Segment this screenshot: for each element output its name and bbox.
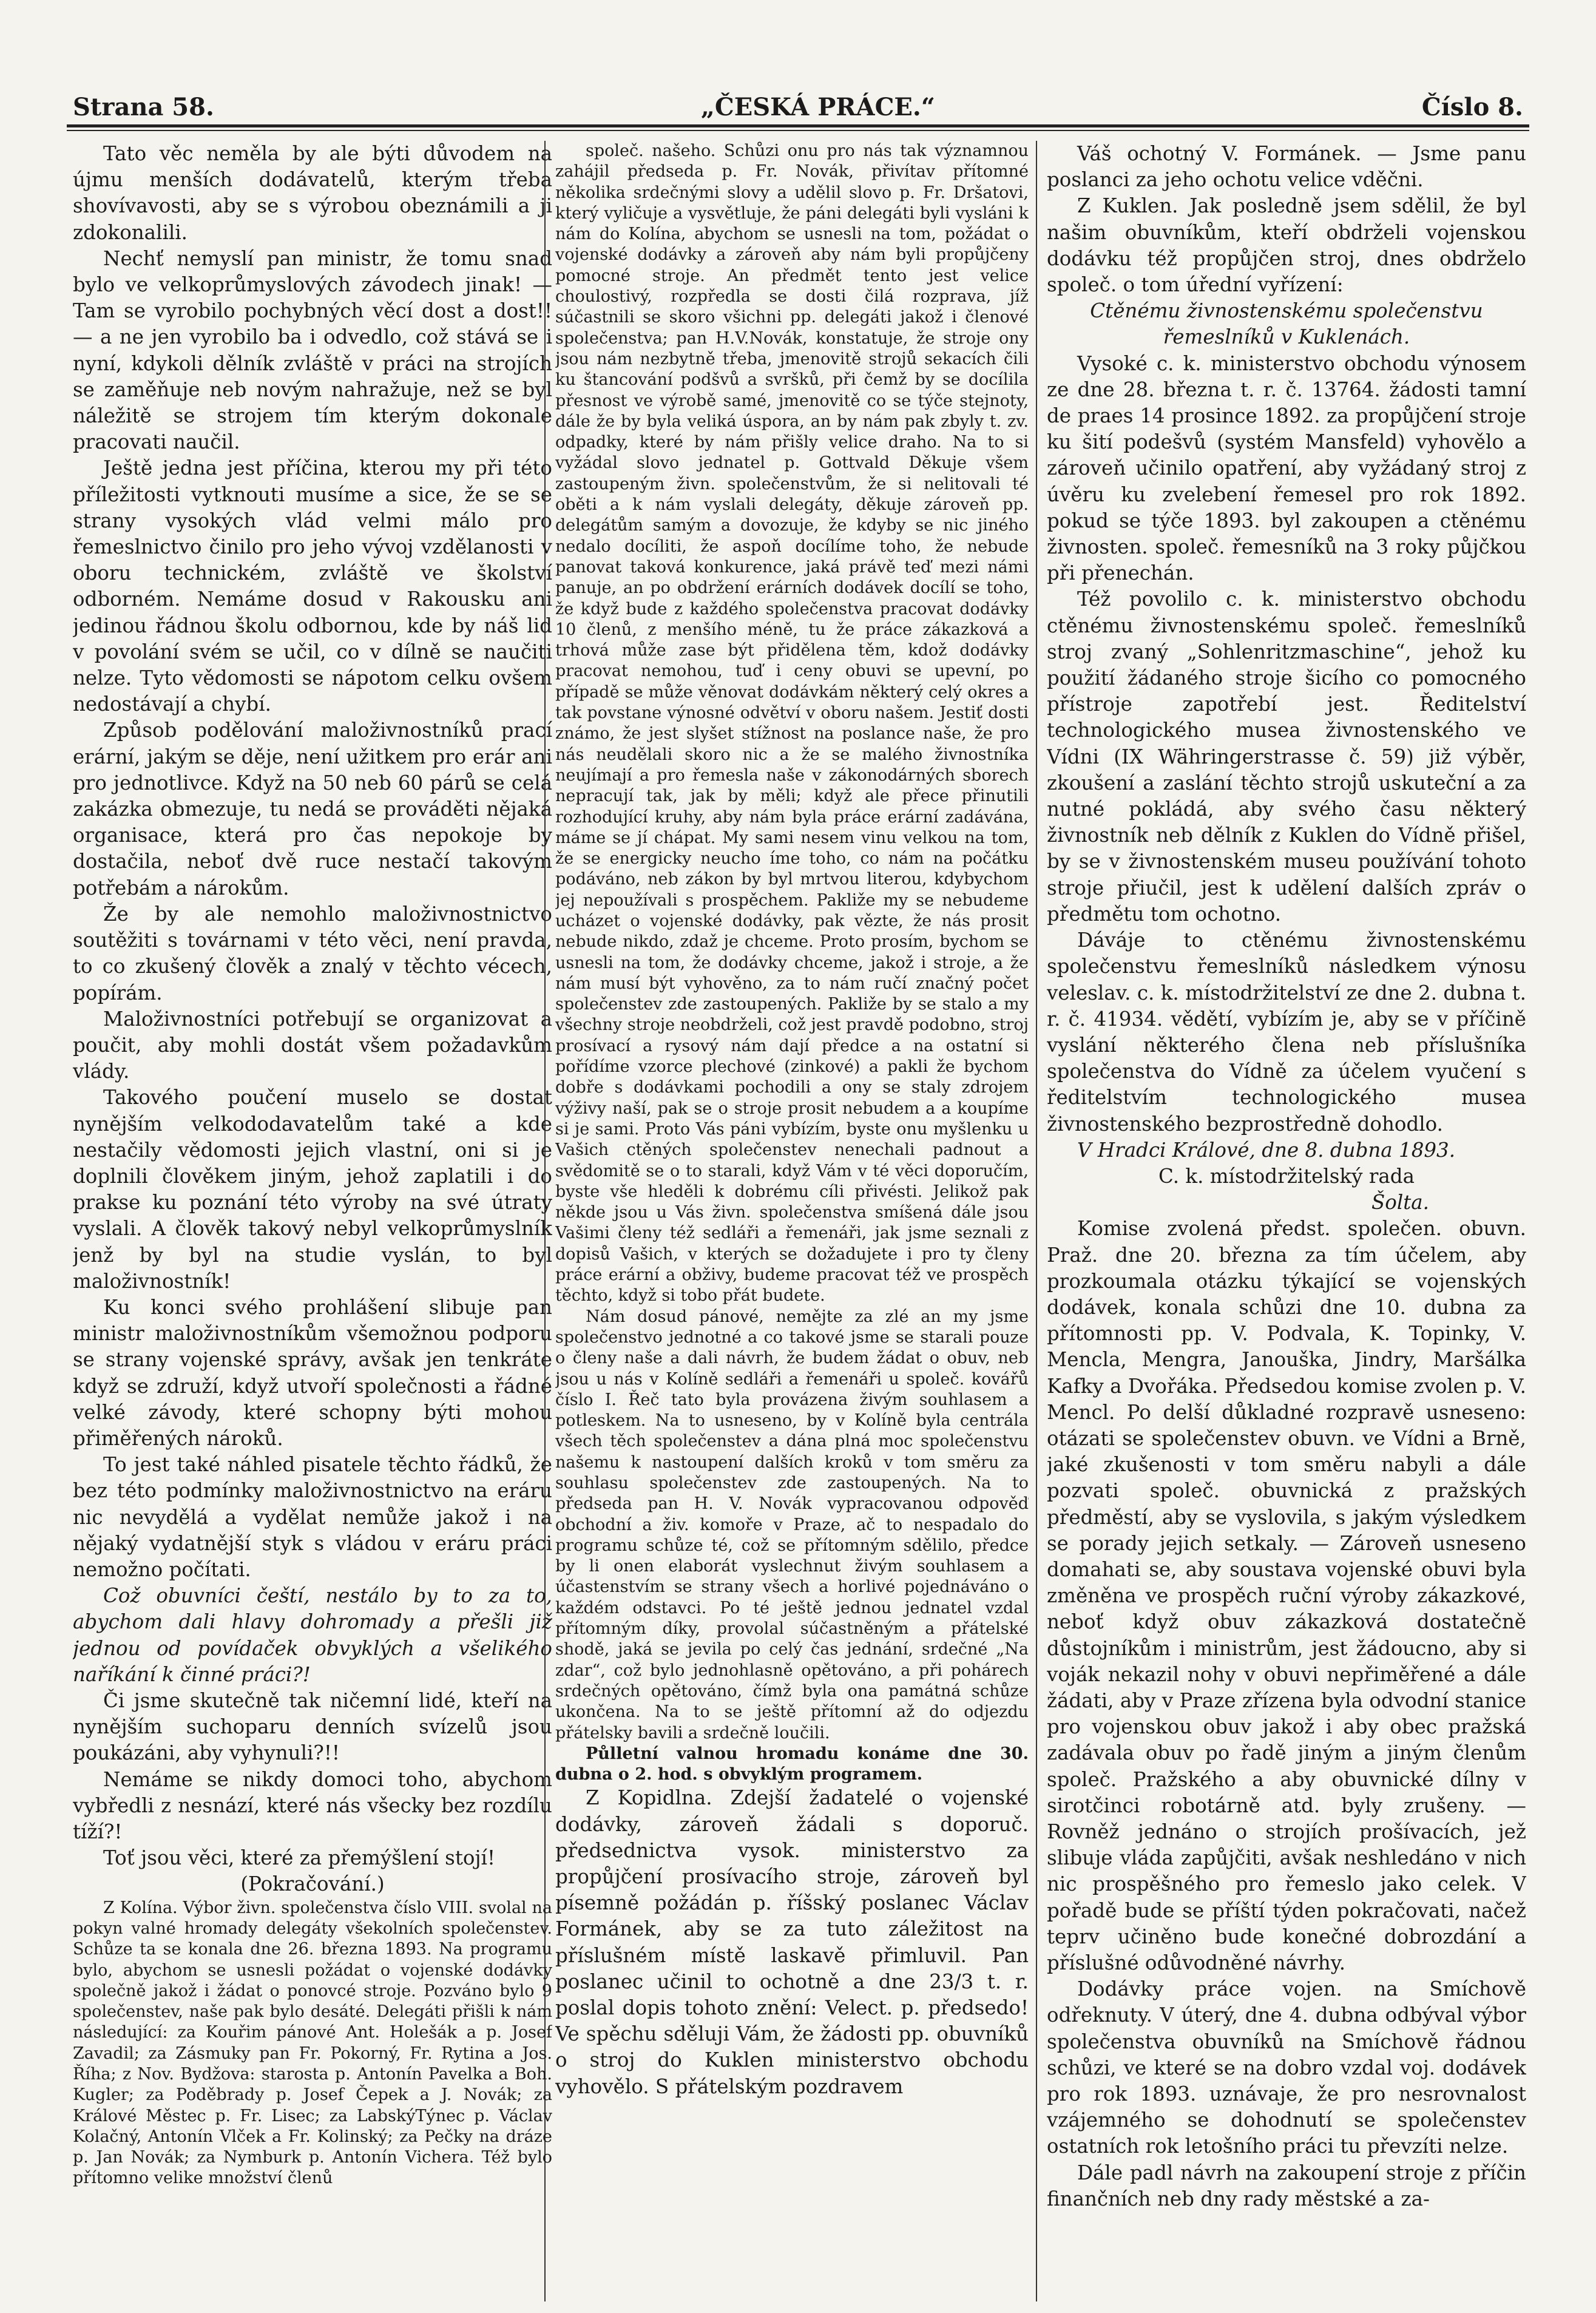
paragraph: Též povolilo c. k. ministerstvo obchodu ctěnému živnostenskému společ. řemeslníků stroj zvaný „Sohlenritzmaschine“, jehož ku použití žádaného stroje šicího co pomocného přístroje zapotřebí jest. Ředitelství technologického musea živnostenského ve Vídni (IX Währingerstrasse č. 59) již výběr, zkoušení a zaslání těchto strojů uskuteční a za nutné pokládá, aby svého času některý živnostník neb dělník z Kuklen do Vídně přišel, by se v živnostenském museu používání tohoto stroje přiučil, jest k udělení dalších zpráv o předmětu tom ochotno. <box>1047 588 1526 926</box>
report-smichov: Dodávky práce vojen. na Smíchově odřeknuty. V úterý, dne 4. dubna odbýval výbor společenstva obuvníků na Smíchově řádnou schůzi, ve které se na dobro vzdal voj. dodávek pro rok 1893. uznávaje, že pro nesrovnalost vzájemného se dohodnutí se společenstev ostatních rok letošního práci tu převzíti nelze. <box>1047 1977 1526 2158</box>
paragraph: společ. našeho. Schůzi onu pro nás tak významnou zahájil předseda p. Fr. Novák, přivítav přítomné několika srdečnými slovy a udělil slovo p. Fr. Dršatovi, který vyličuje a vysvětluje, že páni delegáti byli vysláni k nám do Kolína, abychom se usnesli na tom, požádat o vojenské dodávky a zároveň aby nám byli propůjčeny pomocné stroje. An předmět tento jest velice choulostivý, rozpředla se dosti čilá rozprava, jíž súčastnili se skoro všichni pp. delegáti jakož i členové společenstva; pan H.V.Novák, konstatuje, že stroje ony jsou nám nezbytně třeba, jmenovitě strojů sekacích čili ku štancování podšvů a svršků, při čemž by se docílila přesnost ve výrobě samé, jmenovitě co se týče stejnoty, dále že by byla veliká úspora, an by nám pak zbyly t. zv. odpadky, které by nám přišly velice draho. Na to si vyžádal slovo jednatel p. Gottvald Děkuje všem zastoupeným živn. společenstvům, že si nelitovali té oběti a k nám vyslali delegáty, děkuje zároveň pp. delegátům samým a dovozuje, že kdyby se nic jiného nedalo docíliti, že aspoň docílíme toho, že nebude panovat taková konkurence, jaká právě teď mezi námi panuje, an po obdržení erárních dodávek docílí se toho, že když bude z každého společenstva pracovat dodávky 10 členů, z menšího méně, tu že práce zákazková a trhová může zase být přidělena těm, kdož dodávky pracovat nemohou, tuď i ceny obuvi se upevní, po případě se může věnovat dodávkám některý celý okres a tak povstane výnosné odvětví v oboru našem. Jestiť dosti známo, že jest slyšet stížnost na poslance naše, že pro nás neudělali skoro nic a že se malého živnostníka neujímají a pro řemesla naše v zákonodárných sborech nepracují tak, jak by měli; když ale přece přinutili rozhodující kruhy, aby nám byla práce erární zadávána, máme se jí chápat. My sami nesem vinu velkou na tom, že se energicky neucho íme toho, co nám na počátku podáváno, neb zákon by byl mrtvou literou, kdybychom jej nepoužívali s prospěchem. Pakliže my se nebudeme ucházet o vojenské dodávky, pak vězte, že nás prosit nebude nikdo, zdaž je chceme. Proto prosím, bychom se usnesli na tom, že dodávky chceme, jakož i stroje, a že nám musí být vyhověno, za to nám ručí značný počet společenstev zde zastoupených. Pakliže by se stalo a my všechny stroje neobdrželi, což jest pravdě podobno, stroj prosívací a rysový nám dají předce a na ostatní si pořídíme vzorce plechové (zinkové) a pakli že bychom dobře s dodávkami pochodili a ony se staly zdrojem výživy naší, pak se o stroje prosit nebudem a a koupíme si je sami. Proto Vás páni vybízím, byste onu myšlenku u Vašich ctěných společenstev nenechali padnout a svědomitě se o to starali, když Vám v té věci doporučím, byste vše hleděli k dobrému cíli přivésti. Jelikož pak někde jsou u Vás živn. společenstva smíšená dále jsou Vašimi členy též sedláři a řemenáři, jak jsme seznali z dopisů Vašich, v kterých se dožadujete i pro ty členy práce erární a obživy, budeme pracovat též ve prospěch těchto, když si tobo přát budete. <box>555 141 1029 1306</box>
continuation-note: (Pokračování.) <box>240 1872 385 1896</box>
report-kuklen: Z Kuklen. Jak posledně jsem sdělil, že byl našim obuvníkům, kteří obdrželi vojenskou dodávku též propůjčen stroj, dnes obdrželo společ. o tom úřední vyřízení: <box>1047 194 1526 297</box>
paragraph: Ještě jedna jest příčina, kterou my při této příležitosti vytknouti musíme a sice, že se se strany vysokých vlád velmi málo pro řemeslnictvo činilo pro jeho vývoj vzdělanosti v oboru technickém, zvláště ve školství odborném. Nemáme dosud v Rakousku ani jedinou řádnou školu odbornou, kde by náš lid v povolání svém se učil, co v dílně se naučiti nelze. Tyto vědomosti se nápotom celku ovšem nedostávají a chybí. <box>73 456 552 716</box>
paragraph: Že by ale nemohlo maloživnostnictvo soutěžiti s továrnami v této věci, není pravda, to co zkušený člověk a znalý v těchto vécech, popírám. <box>73 902 552 1004</box>
signature: Šolta. <box>1371 1191 1429 1214</box>
column-divider-2 <box>1036 141 1037 2301</box>
paragraph: Dále padl návrh na zakoupení stroje z příčin finančních neb dny rady městské a za- <box>1047 2161 1526 2210</box>
issue-number: Číslo 8. <box>1421 93 1523 121</box>
announcement: Půlletní valnou hromadu konáme dne 30. dubna o 2. hod. s obvyklým programem. <box>555 1744 1029 1784</box>
paragraph: Způsob podělování maloživnostníků prací erární, jakým se děje, není užitkem pro erár ani pro jednotlivce. Když na 50 neb 60 párů se celá zakázka obmezuje, tu nedá se prováděti nějaká organisace, která pro čas nepokoje by dostačila, neboť dvě ruce nestačí takovým potřebám a nárokům. <box>73 719 552 899</box>
place-date: V Hradci Králové, dne 8. dubna 1893. <box>1077 1138 1456 1162</box>
report-kolin: Z Kolína. Výbor živn. společenstva číslo VIII. svolal na pokyn valné hromady delegáty všekolních společenstev. Schůze ta se konala dne 26. března 1893. Na programu bylo, abychom se usnesli požádat o vojenské dodávky společně jakož i žádat o ponovcé stroje. Pozváno bylo 9 společenstev, naše pak bylo desáté. Delegáti přišli k nám následující: za Kouřim pánové Ant. Holešák a p. Josef Zavadil; za Zásmuky pan Fr. Pokorný, Fr. Rytina a Jos. Říha; z Nov. Bydžova: starosta p. Antonín Pavelka a Boh. Kugler; za Poděbrady p. Josef Čepek a J. Novák; za Králové Městec p. Fr. Lisec; za LabskýTýnec p. Václav Kolačný, Antonín Vlček a Fr. Kolinský; za Pečky na dráze p. Jan Novák; za Nymburk p. Antonín Vichera. Též bylo přítomno velike množství členů <box>73 1898 552 2188</box>
paragraph: Či jsme skutečně tak ničemní lidé, kteří na nynějším suchoparu denních svízelů jsou poukázáni, aby vyhynuli?!! <box>73 1688 552 1765</box>
column-2 <box>555 141 1029 2301</box>
paragraph: Nám dosud pánové, nemějte za zlé an my jsme společenstvo jednotné a co takové jsme se starali pouze o členy naše a dali návrh, že budem žádat o obuv, neb jsou u nás v Kolíně sedláři a řemenáři u společ. kovářů číslo I. Řeč tato byla provázena živým souhlasem a potleskem. Na to usneseno, by v Kolíně byla centrála všech těch společenstev a dána plná moc společenstvu našemu k nastoupení dalších kroků v tom směru za souhlasu společenstev zde zastoupených. Na to předseda pan H. V. Novák vypracovanou odpověď obchodní a živ. komoře v Praze, ač to nespadalo do programu schůze té, což se přítomným sdělilo, předce by li onen elaborát vyslechnut živým souhlasem a účastenstvím se strany všech a horlivé pojednáváno o každém odstavci. Po té ještě jednou jednatel vzdal přítomným díky, provolal súčastněným a přátelské shodě, jaká se jevila po celý čas jednání, srdečné „Na zdar“, což bylo jednohlasně opětováno, a při pohárech srdečných opětováno, čímž byla ona památná schůze ukončena. Na to se ještě přítomní až do odjezdu přátelsky bavili a srdečně loučili. <box>555 1307 1029 1742</box>
paragraph: Ku konci svého prohlášení slibuje pan ministr maloživnostníkům všemožnou podporu se strany vojenské správy, avšak jen tenkráte když se združí, když utvoří společnosti a řádné velké závody, které schopny býti mohou přiměřených nároků. <box>73 1295 552 1450</box>
office-title: C. k. místodržitelský rada <box>1158 1164 1415 1188</box>
paragraph: Tato věc neměla by ale býti důvodem na újmu menších dodávatelů, kterým třeba shovívavosti, aby se s výrobou obeznámili a ji zdokonalili. <box>73 142 552 244</box>
report-commission: Komise zvolená předst. společen. obuvn. Praž. dne 20. března za tím účelem, aby prozkoumala otázku týkající se vojenských dodávek, konala schůzi dne 10. dubna za přítomnosti pp. V. Podvala, K. Topinky, V. Mencla, Mengra, Janouška, Jindry, Maršálka Kafky a Dvořáka. Předsedou komise zvolen p. V. Mencl. Po delší důkladné rozpravě usneseno: otázati se společenstev obuvn. ve Vídni a Brně, jaké zkušenosti v tom směru nabyli a dále pozvati společ. obuvnická z pražských předměstí, aby se vyslovila, s jakým výsledkem se porady jejich setkaly. — Zároveň usneseno domahati se, aby soustava vojenské obuvi byla změněna ve prospěch ruční výroby zákazkové, neboť když obuv zákazková dostatečně důstojníkům i ministrům, jest žádoucno, aby si voják nekazil nohy v obuvi nepřiměřené a dále žádati, aby v Praze zřízena byla odvodní stanice pro vojenskou obuv jakož i aby obec pražská zadávala obuv po řadě jiným a jiným členům společ. Pražského a aby obuvnické dílny v sirotčinci robotárně atd. byly zrušeny. — Rovněž jednáno o strojích prošívacích, jež slibuje vláda zapůjčiti, avšak neshledáno v nich nic prospěšného pro řemeslo jako celek. V pořadě bude se příští týden pokračovati, načež teprv učiněno bude konečné dobrozdání a příslušné odůvodněné návrhy. <box>1047 1217 1526 1975</box>
paragraph: Nechť nemyslí pan ministr, že tomu snad bylo ve velkoprůmyslových závodech jinak! — Tam se vyrobilo pochybných věcí dost a dost!! — a ne jen vyrobilo ba i odvedlo, což stává se i nyní, kdykoli dělník zvláště v práci na strojích se zaměňuje neb novým nahražuje, než se byl náležitě se strojem tím kterým dokonale pracovati naučil. <box>73 246 552 454</box>
paragraph: Maloživnostníci potřebují se organizovat a poučit, aby mohli dostát všem požadavkům vlády. <box>73 1007 552 1083</box>
paragraph: Takového poučení muselo se dostat nynějším velkododavatelům také a kde nestačily vědomosti jejich vlastní, oni si je doplnili člověkem jiným, jehož zaplatili i do prakse ku poznání této výroby na své útraty vyslali. A člověk takový nebyl velkoprůmyslník jenž by byl na studie vyslán, to byl maloživnostník! <box>73 1086 552 1293</box>
header-rule-thin <box>67 130 1529 131</box>
paragraph: Váš ochotný V. Formánek. — Jsme panu poslanci za jeho ochotu velice vděčni. <box>1047 142 1526 192</box>
paragraph: Což obuvníci čeští, nestálo by to za to, abychom dali hlavy dohromady a přešli již jednou od povídaček obvyklých a všelikého naříkání k činné práci?! <box>73 1584 552 1686</box>
paragraph: To jest také náhled pisatele těchto řádků, že bez této podmínky maloživnostnictvo na eráru nic nevydělá a vydělat nemůže jakož i na nějaký vydatnější styk s vládou v eráru práci nemožno počítati. <box>73 1453 552 1581</box>
newspaper-title: „ČESKÁ PRÁCE.“ <box>700 93 935 121</box>
page-header <box>73 85 1523 121</box>
column-3 <box>1047 141 1526 2301</box>
paragraph: Vysoké c. k. ministerstvo obchodu výnosem ze dne 28. března t. r. č. 13764. žádosti tamní de praes 14 prosince 1892. za propůjčení stroje ku šití podešvů (systém Mansfeld) vyhovělo a zároveň učinilo opatření, aby vyžádaný stroj z úvěru ku zvelebení řemesel pro rok 1892. pokud se týče 1893. byl zakoupen a ctěnému živnosten. společ. řemesníků na 3 roky půjčkou při přenechán. <box>1047 351 1526 585</box>
column-1 <box>73 141 552 2301</box>
addressee: Ctěnému živnostenskému společenstvu řemeslníků v Kuklenách. <box>1090 299 1483 349</box>
header-rule-thick <box>67 124 1529 127</box>
paragraph: Toť jsou věci, které za přemýšlení stojí! <box>103 1846 496 1870</box>
report-kopidlno: Z Kopidlna. Zdejší žadatelé o vojenské dodávky, zároveň žádali s doporuč. předsednictva vysok. ministerstvo za propůjčení prosívacího stroje, zároveň byl písemně požádán p. říšský poslanec Václav Formánek, aby se za tuto záležitost na příslušném místě laskavě přimluvil. Pan poslanec učinil to ochotně a dne 23/3 t. r. poslal dopis tohoto znění: Velect. p. předsedo! Ve spěchu sděluji Vám, že žádosti pp. obuvníků o stroj do Kuklen ministerstvo obchodu vyhovělo. S přátelským pozdravem <box>555 1786 1029 2098</box>
paragraph: Nemáme se nikdy domoci toho, abychom vybředli z nesnází, které nás všecky bez rozdílu tíží?! <box>73 1767 552 1843</box>
page-number: Strana 58. <box>73 93 214 121</box>
paragraph: Dáváje to ctěnému živnostenskému společenstvu řemeslníků následkem výnosu veleslav. c. k. místodržitelství ze dne 2. dubna t. r. č. 41934. vědětí, vybízím je, aby se v příčině vyslání některého člena neb příslušníka společenstva do Vídně za účelem vyučení s ředitelstvím technologického musea živnostenského bezprostředně dohodlo. <box>1047 929 1526 1136</box>
